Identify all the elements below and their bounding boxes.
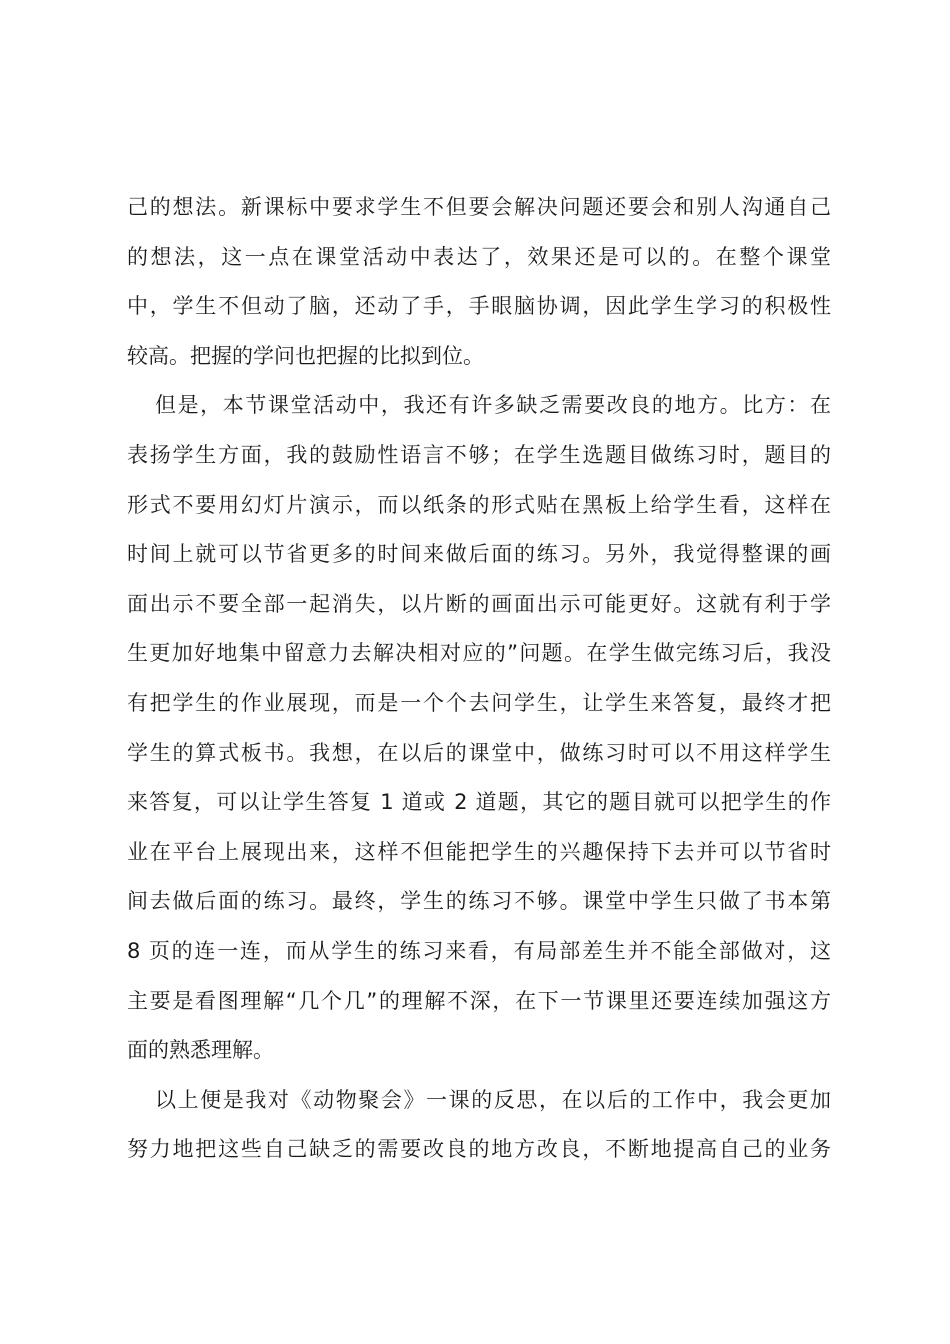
text-line: 8 页的连一连，而从学生的练习来看，有局部差生并不能全部做对，这 [127, 938, 831, 963]
text-line: 较高。把握的学问也把握的比拟到位。 [127, 343, 484, 368]
text-line: 表扬学生方面，我的鼓励性语言不够；在学生选题目做练习时，题目的 [127, 442, 831, 467]
text-line: 己的想法。新课标中要求学生不但要会解决问题还要会和别人沟通自己 [127, 195, 831, 219]
text-line: 但是，本节课堂活动中，我还有许多缺乏需要改良的地方。比方：在 [155, 393, 831, 418]
text-line: 以上便是我对《动物聚会》一课的反思，在以后的工作中，我会更加 [155, 1087, 831, 1112]
text-line: 中，学生不但动了脑，还动了手，手眼脑协调，因此学生学习的积极性 [127, 294, 831, 319]
paragraph-1 [127, 183, 831, 381]
text-line: 的想法，这一点在课堂活动中表达了，效果还是可以的。在整个课堂 [127, 244, 831, 269]
text-line: 业在平台上展现出来，这样不但能把学生的兴趣保持下去并可以节省时 [127, 839, 831, 864]
text-line: 面的熟悉理解。 [127, 1038, 274, 1063]
text-line: 生更加好地集中留意力去解决相对应的”问题。在学生做完练习后，我没 [127, 641, 831, 666]
text-line: 学生的算式板书。我想，在以后的课堂中，做练习时可以不用这样学生 [127, 740, 831, 765]
paragraph-3 [127, 1076, 831, 1175]
text-line: 有把学生的作业展现，而是一个个去问学生，让学生来答复，最终才把 [127, 690, 831, 715]
text-line: 形式不要用幻灯片演示，而以纸条的形式贴在黑板上给学生看，这样在 [127, 492, 831, 517]
document-page [127, 183, 831, 1175]
text-line: 间去做后面的练习。最终，学生的练习不够。课堂中学生只做了书本第 [127, 889, 831, 914]
text-line: 努力地把这些自己缺乏的需要改良的地方改良，不断地提高自己的业务 [127, 1137, 831, 1162]
paragraph-2 [127, 381, 831, 1075]
text-line: 面出示不要全部一起消失，以片断的画面出示可能更好。这就有利于学 [127, 591, 831, 616]
text-line: 主要是看图理解“几个几”的理解不深，在下一节课里还要连续加强这方 [127, 988, 831, 1013]
text-line: 来答复，可以让学生答复 1 道或 2 道题，其它的题目就可以把学生的作 [127, 790, 831, 815]
text-line: 时间上就可以节省更多的时间来做后面的练习。另外，我觉得整课的画 [127, 542, 831, 567]
